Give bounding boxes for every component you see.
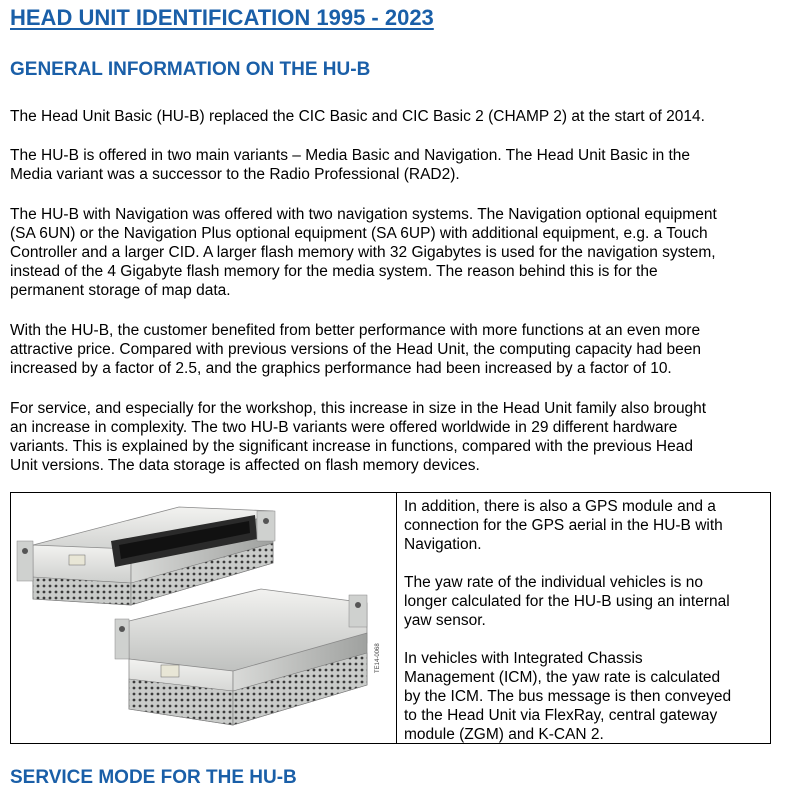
side-line: In vehicles with Integrated Chassis (404, 650, 643, 667)
side-line: module (ZGM) and K-CAN 2. (404, 726, 604, 743)
paragraph-line: (SA 6UN) or the Navigation Plus optional equipment (SA 6UP) with additional equipment, e.g. a Touch (10, 225, 708, 242)
paragraph-line: For service, and especially for the workshop, this increase in size in the Head Unit family also brought (10, 400, 707, 417)
side-line: yaw sensor. (404, 612, 486, 629)
paragraph-line: Unit versions. The data storage is affected on flash memory devices. (10, 457, 480, 474)
paragraph-line: The HU-B with Navigation was offered with two navigation systems. The Navigation optional equipment (10, 206, 717, 223)
paragraph-line: With the HU-B, the customer benefited from better performance with more functions at an even more (10, 322, 701, 339)
side-line: In addition, there is also a GPS module and a (404, 498, 716, 515)
paragraph-line: an increase in complexity. The two HU-B variants were offered worldwide in 29 different hardware (10, 419, 678, 436)
image-code-label: TE14-0068 (375, 643, 381, 673)
paragraph-5 (10, 399, 782, 475)
paragraph-line: The HU-B is offered in two main variants – Media Basic and Navigation. The Head Unit Basic in the (10, 147, 691, 164)
head-unit-lower (115, 589, 367, 725)
paragraph-line: instead of the 4 Gigabyte flash memory for the media system. The reason behind this is for the (10, 263, 658, 280)
side-paragraph-gps (404, 497, 764, 554)
side-line: connection for the GPS aerial in the HU-B with (404, 517, 723, 534)
paragraph-line: Controller and a larger CID. A larger flash memory with 32 Gigabytes is used for the navigation system, (10, 244, 716, 261)
paragraph-line: increased by a factor of 2.5, and the graphics performance had been increased by a factor of 10. (10, 360, 672, 377)
paragraph-line: attractive price. Compared with previous versions of the Head Unit, the computing capacity had been (10, 341, 701, 358)
figure-side-text (404, 497, 764, 763)
paragraph-3 (10, 205, 782, 300)
head-unit-illustration (11, 493, 396, 743)
head-unit-image (11, 493, 397, 743)
side-line: to the Head Unit via FlexRay, central gateway (404, 707, 718, 724)
side-paragraph-icm (404, 649, 764, 744)
side-line: The yaw rate of the individual vehicles is no (404, 574, 703, 591)
paragraph-2 (10, 146, 782, 184)
figure-table (10, 492, 771, 744)
paragraph-1 (10, 107, 782, 126)
page-title: HEAD UNIT IDENTIFICATION 1995 - 2023 (10, 5, 434, 30)
paragraph-line: permanent storage of map data. (10, 282, 231, 299)
paragraph-line: variants. This is explained by the significant increase in functions, compared with the previous Head (10, 438, 693, 455)
side-line: Management (ICM), the yaw rate is calculated (404, 669, 721, 686)
head-unit-upper (17, 507, 275, 605)
side-paragraph-yaw (404, 573, 764, 630)
side-line: by the ICM. The bus message is then conveyed (404, 688, 732, 705)
section-heading-general-info: GENERAL INFORMATION ON THE HU-B (10, 59, 371, 80)
paragraph-line: The Head Unit Basic (HU-B) replaced the CIC Basic and CIC Basic 2 (CHAMP 2) at the start of 2014. (10, 108, 705, 125)
paragraph-4 (10, 321, 782, 378)
side-line: longer calculated for the HU-B using an internal (404, 593, 730, 610)
section-heading-service-mode: SERVICE MODE FOR THE HU-B (10, 767, 297, 788)
side-line: Navigation. (404, 536, 482, 553)
paragraph-line: Media variant was a successor to the Radio Professional (RAD2). (10, 166, 460, 183)
